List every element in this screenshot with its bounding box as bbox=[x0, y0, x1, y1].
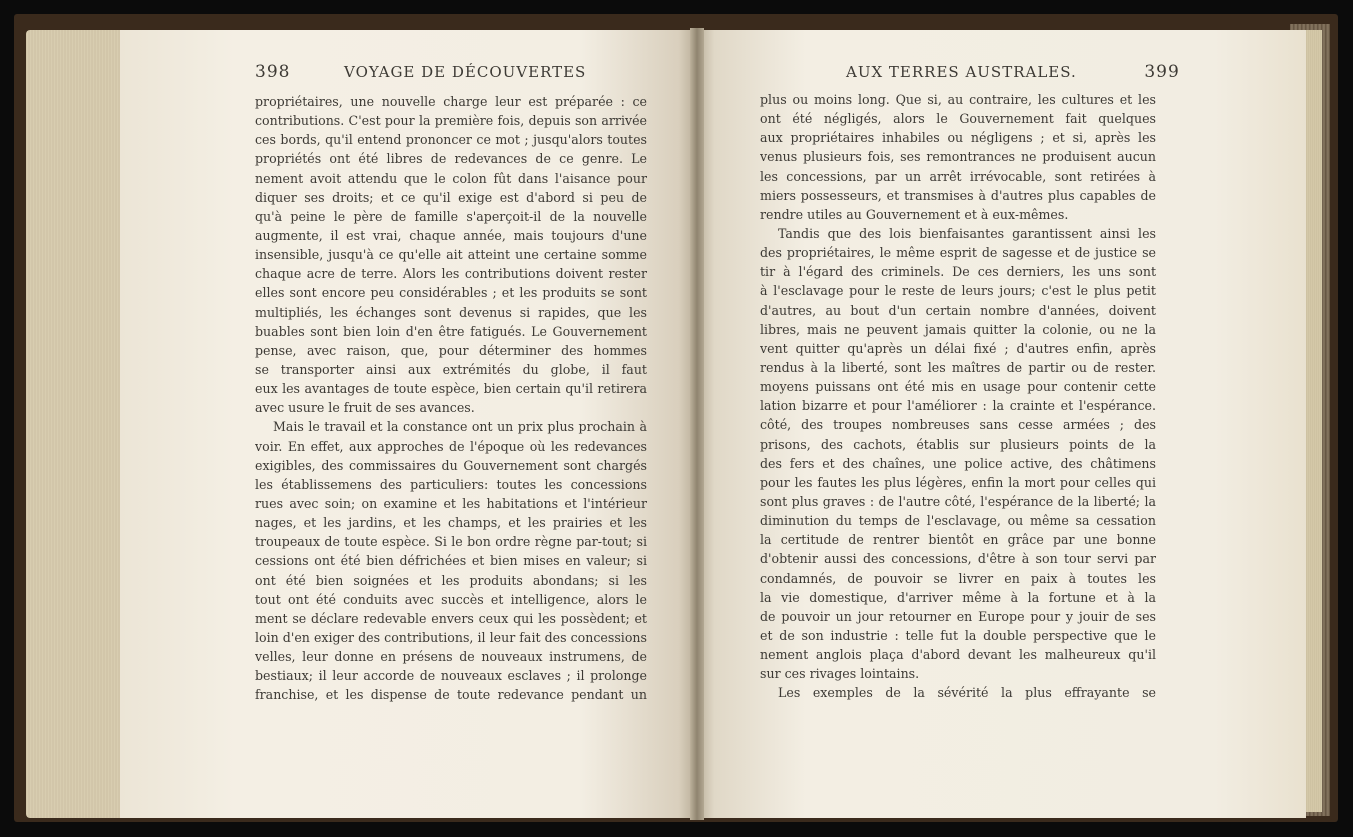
right-page-number: 399 bbox=[1144, 62, 1180, 82]
text-line: rues avec soin; on examine et les habitations et l'intérieur bbox=[255, 495, 647, 511]
left-page-header bbox=[255, 62, 586, 82]
text-line: et de son industrie : telle fut la double perspective que le bbox=[760, 627, 1156, 643]
left-page-body bbox=[255, 92, 647, 705]
text-line: d'autres, au bout d'un certain nombre d'années, doivent bbox=[760, 302, 1156, 318]
text-line: d'obtenir aussi des concessions, d'être à son tour servi par bbox=[760, 551, 1156, 567]
text-line: avec usure le fruit de ses avances. bbox=[255, 400, 475, 416]
text-line: contributions. C'est pour la première fois, depuis son arrivée bbox=[255, 113, 647, 129]
text-line: libres, mais ne peuvent jamais quitter la colonie, ou ne la bbox=[760, 321, 1156, 337]
text-line: lation bizarre et pour l'améliorer : la crainte et l'espérance. bbox=[760, 398, 1156, 414]
text-line: augmente, il est vrai, chaque année, mais toujours d'une bbox=[255, 227, 647, 243]
text-line: des propriétaires, le même esprit de sagesse et de justice se bbox=[760, 245, 1156, 261]
text-line: nages, et les jardins, et les champs, et les prairies et les bbox=[255, 515, 647, 531]
text-line: diquer ses droits; et ce qu'il exige est d'abord si peu de bbox=[255, 189, 647, 205]
text-line: les établissemens des particuliers: toutes les concessions bbox=[255, 476, 647, 492]
text-line: des fers et des chaînes, une police active, des châtimens bbox=[760, 455, 1156, 471]
right-page-header bbox=[846, 62, 1180, 82]
text-line: miers possesseurs, et transmises à d'autres plus capables de bbox=[760, 187, 1156, 203]
right-page-body bbox=[760, 90, 1156, 703]
text-line: à l'esclavage pour le reste de leurs jours; c'est le plus petit bbox=[760, 283, 1156, 299]
text-line: exigibles, des commissaires du Gouvernement sont chargés bbox=[255, 457, 647, 473]
text-line: condamnés, de pouvoir se livrer en paix à toutes les bbox=[760, 570, 1156, 586]
book-gutter bbox=[690, 28, 704, 820]
text-line: tir à l'égard des criminels. De ces derniers, les uns sont bbox=[760, 264, 1156, 280]
text-line: plus ou moins long. Que si, au contraire, les cultures et les bbox=[760, 92, 1156, 107]
text-line: ces bords, qu'il entend prononcer ce mot ; jusqu'alors toutes bbox=[255, 132, 647, 148]
text-line: Mais le travail et la constance ont un prix plus prochain à bbox=[273, 419, 647, 435]
text-line: pour les fautes les plus légères, enfin la mort pour celles qui bbox=[760, 474, 1156, 490]
text-line: moyens puissans ont été mis en usage pour contenir cette bbox=[760, 379, 1156, 395]
text-line: prisons, des cachots, établis sur plusieurs points de la bbox=[760, 436, 1156, 452]
text-line: tout ont été conduits avec succès et intelligence, alors le bbox=[255, 591, 647, 607]
text-line: rendus à la liberté, sont les maîtres de partir ou de rester. bbox=[760, 359, 1156, 375]
text-line: diminution du temps de l'esclavage, ou même sa cessation bbox=[760, 513, 1156, 529]
text-line: aux propriétaires inhabiles ou négligens ; et si, après les bbox=[760, 130, 1156, 146]
text-line: sur ces rivages lointains. bbox=[760, 666, 920, 682]
text-line: bestiaux; il leur accorde de nouveaux esclaves ; il prolonge bbox=[255, 668, 647, 684]
text-line: propriétés ont été libres de redevances de ce genre. Le bbox=[255, 151, 647, 167]
text-line: pense, avec raison, que, pour déterminer des hommes bbox=[255, 342, 647, 358]
text-line: buables sont bien loin d'en être fatigués. Le Gouvernement bbox=[255, 323, 647, 339]
text-line: sont plus graves : de l'autre côté, l'espérance de la liberté; la bbox=[760, 493, 1156, 509]
left-running-head: VOYAGE DE DÉCOUVERTES bbox=[344, 63, 587, 81]
text-line: chaque acre de terre. Alors les contributions doivent rester bbox=[255, 266, 647, 282]
text-line: rendre utiles au Gouvernement et à eux-mêmes. bbox=[760, 206, 1069, 222]
text-line: de pouvoir un jour retourner en Europe pour y jouir de ses bbox=[760, 608, 1156, 624]
text-line: la vie domestique, d'arriver même à la fortune et à la bbox=[760, 589, 1156, 605]
text-line: vent quitter qu'après un délai fixé ; d'autres enfin, après bbox=[760, 340, 1156, 356]
text-line: elles sont encore peu considérables ; et les produits se sont bbox=[255, 285, 647, 301]
text-line: franchise, et les dispense de toute redevance pendant un bbox=[255, 687, 647, 703]
right-running-head: AUX TERRES AUSTRALES. bbox=[846, 63, 1077, 81]
text-line: venus plusieurs fois, ses remontrances ne produisent aucun bbox=[760, 149, 1156, 165]
text-line: nement anglois plaça d'abord devant les malheureux qu'il bbox=[760, 647, 1156, 663]
text-line: côté, des troupes nombreuses sans cesse armées ; des bbox=[760, 417, 1156, 433]
left-page-number: 398 bbox=[255, 62, 291, 82]
text-line: velles, leur donne en présens de nouveaux instrumens, de bbox=[255, 649, 647, 665]
text-line: les concessions, par un arrêt irrévocable, sont retirées à bbox=[760, 168, 1156, 184]
text-line: ment se déclare redevable envers ceux qui les possèdent; et bbox=[255, 610, 647, 626]
text-line: nement avoit attendu que le colon fût dans l'aisance pour bbox=[255, 170, 647, 186]
text-line: multipliés, les échanges sont devenus si rapides, que les bbox=[255, 304, 647, 320]
text-line: la certitude de rentrer bientôt en grâce par une bonne bbox=[760, 532, 1156, 548]
text-line: qu'à peine le père de famille s'aperçoit-il de la nouvelle bbox=[255, 208, 647, 224]
text-line: ont été bien soignées et les produits abondans; si les bbox=[255, 572, 647, 588]
text-line: eux les avantages de toute espèce, bien certain qu'il retirera bbox=[255, 381, 647, 397]
text-line: ont été négligés, alors le Gouvernement fait quelques bbox=[760, 111, 1156, 127]
page-edges-left bbox=[26, 30, 126, 818]
text-line: se transporter ainsi aux extrémités du globe, il faut bbox=[255, 361, 647, 377]
text-line: propriétaires, une nouvelle charge leur est préparée : ce bbox=[255, 94, 647, 109]
text-line: troupeaux de toute espèce. Si le bon ordre règne par-tout; si bbox=[255, 534, 647, 550]
text-line: voir. En effet, aux approches de l'époque où les redevances bbox=[255, 438, 647, 454]
text-line: cessions ont été bien défrichées et bien mises en valeur; si bbox=[255, 553, 647, 569]
text-line: Tandis que des lois bienfaisantes garantissent ainsi les bbox=[778, 225, 1156, 241]
text-line: insensible, jusqu'à ce qu'elle ait atteint une certaine somme bbox=[255, 247, 647, 263]
text-line: Les exemples de la sévérité la plus effrayante se bbox=[778, 685, 1156, 701]
text-line: loin d'en exiger des contributions, il leur fait des concessions bbox=[255, 629, 647, 645]
